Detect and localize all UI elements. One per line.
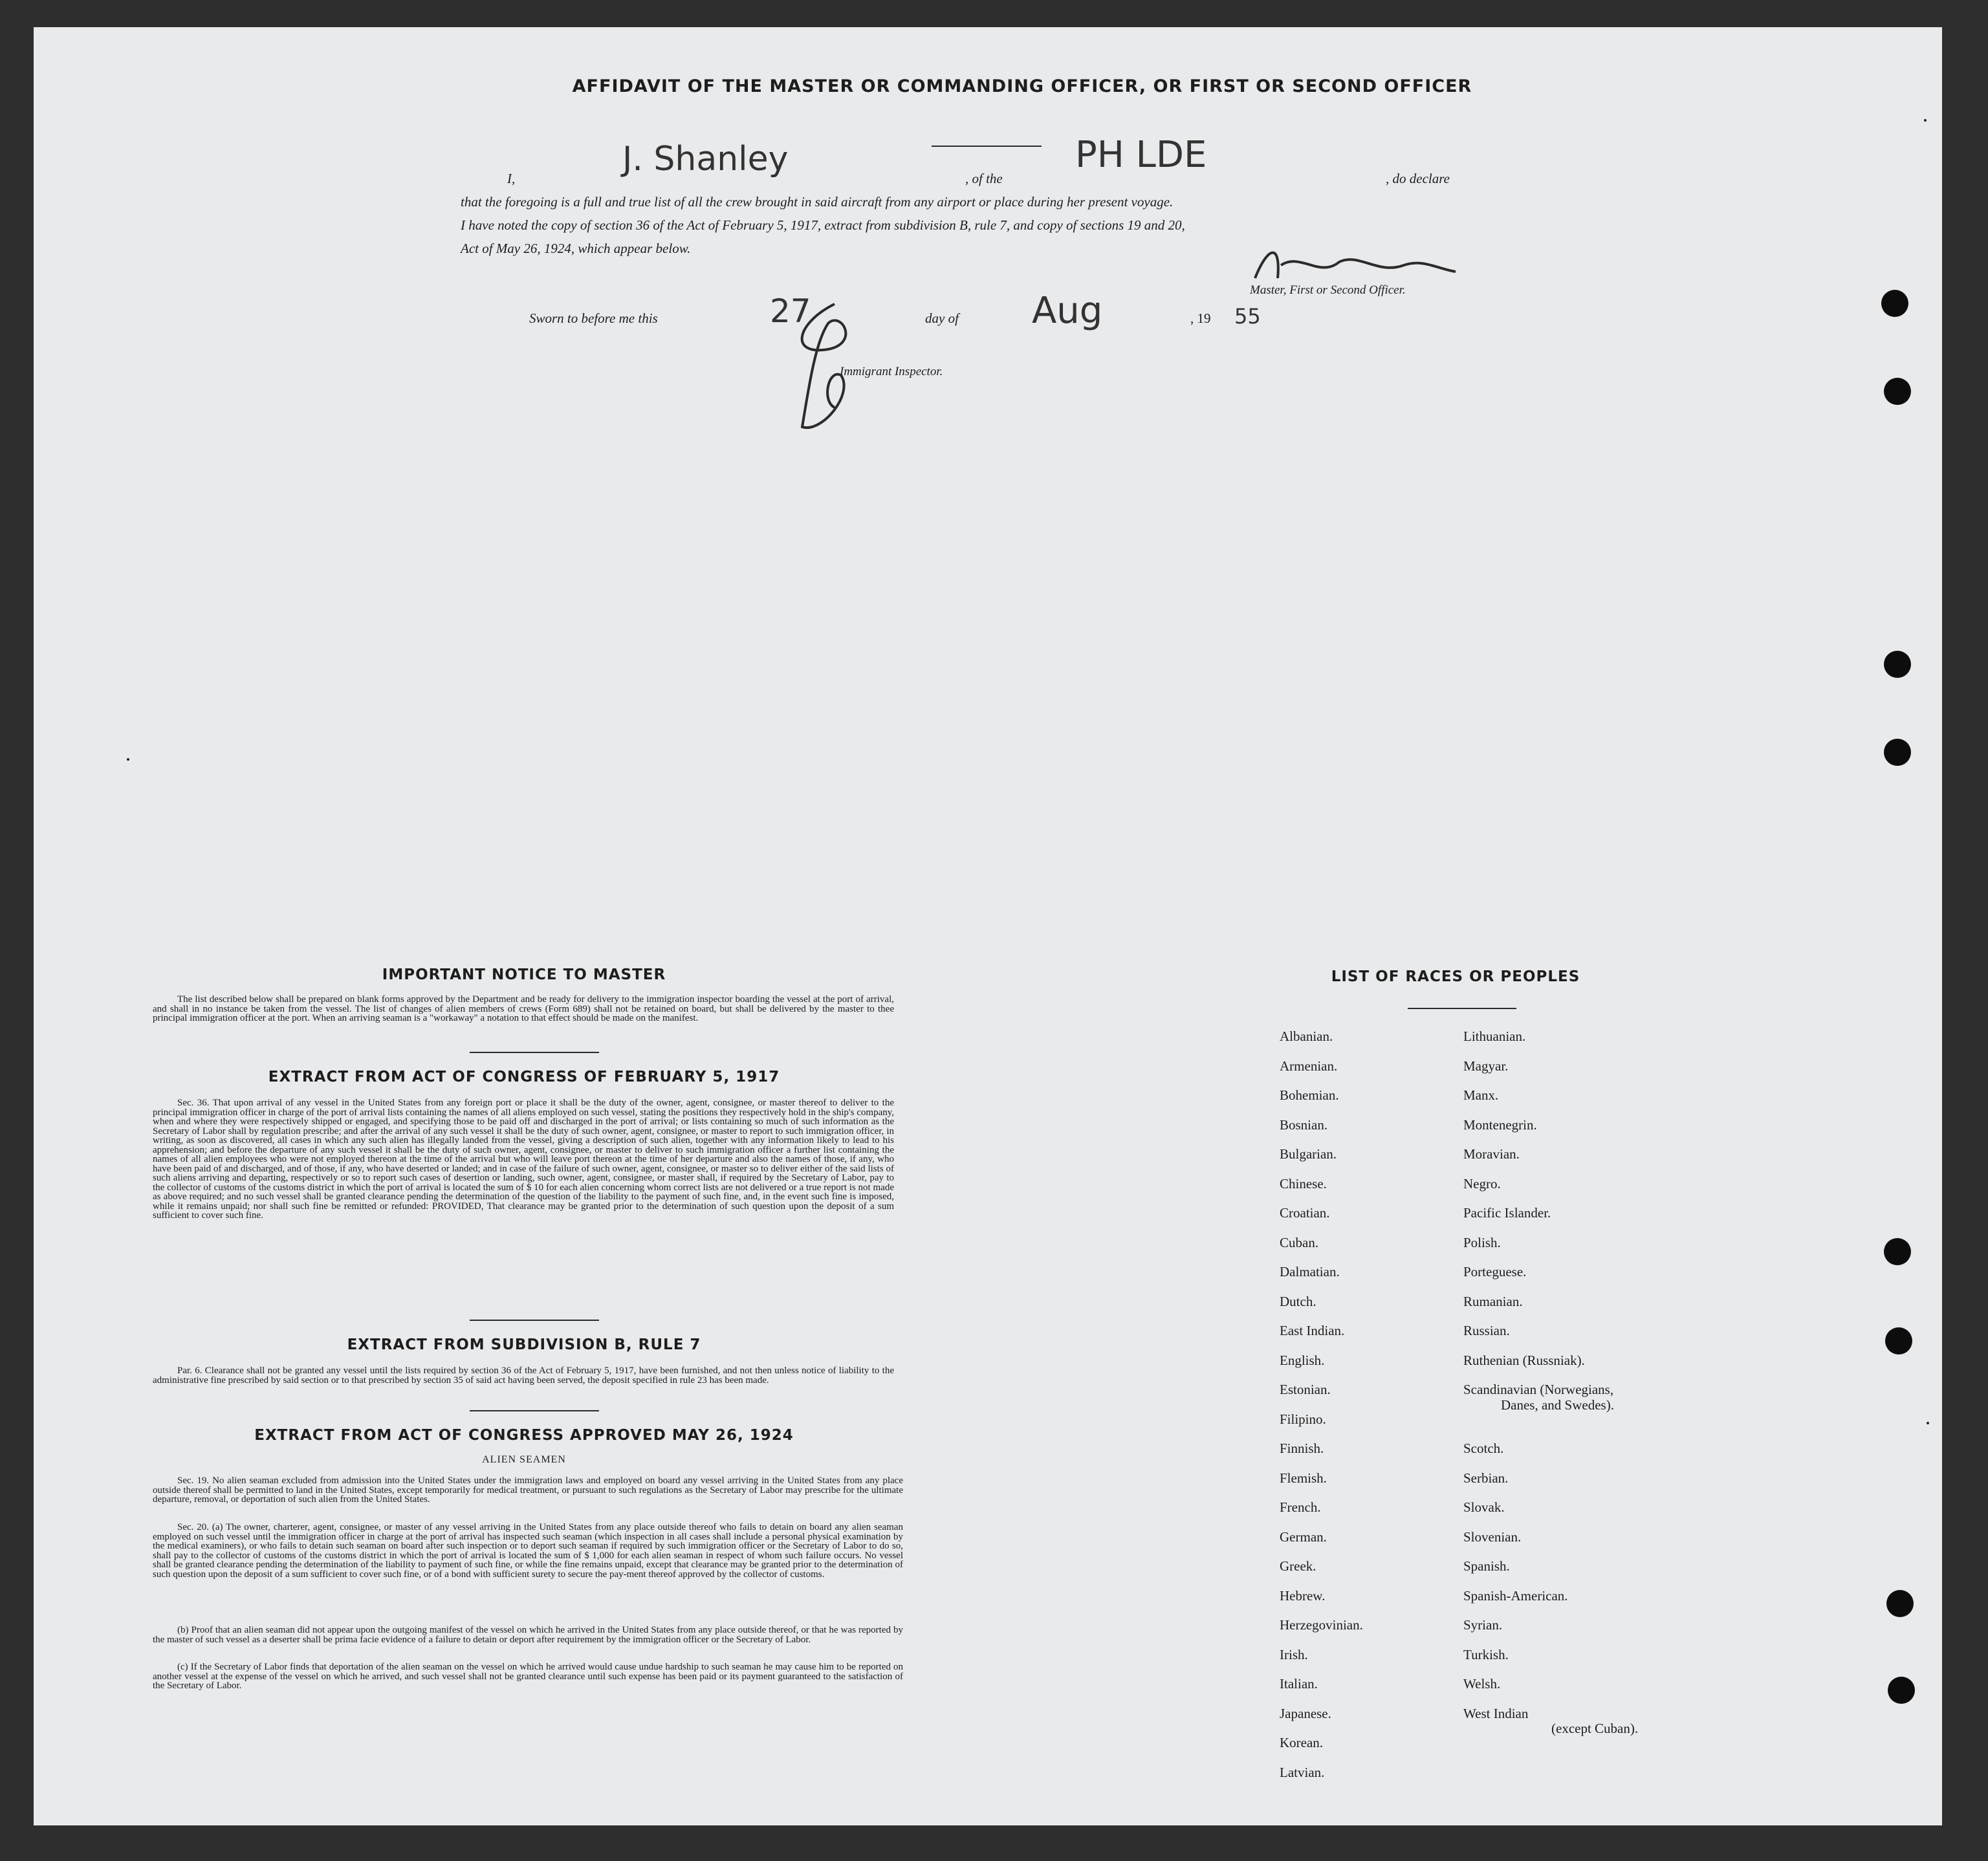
race-item: Slovak. bbox=[1463, 1499, 1505, 1515]
race-item: Scandinavian (Norwegians, bbox=[1463, 1382, 1614, 1397]
race-item: Finnish. bbox=[1280, 1441, 1324, 1456]
declaration-line-3: I have noted the copy of section 36 of the Act of February 5, 1917, extract from subdivision B, rule 7, and copy of sections 19 and 20, bbox=[461, 217, 1185, 233]
race-item: Irish. bbox=[1280, 1646, 1308, 1662]
race-item: German. bbox=[1280, 1529, 1327, 1545]
notice-title: IMPORTANT NOTICE TO MASTER bbox=[382, 966, 666, 983]
sec20a-text: Sec. 20. (a) The owner, charterer, agent, consignee, or master of any vessel arriving in the United States from any place outside thereof who fails to detain on board any alien seaman employed on such vessel until the immigration officer in charge at the port of arrival has inspected such seaman (which inspection in all cases shall include a personal physical examination by the medical examiners), or who fails to detain such seaman on board after such inspection or to deport such seaman if required by such immigration officer or the Secretary of Labor to do so, shall pay to the collector of customs of the customs district in which the port of arrival is located the sum of $ 1,000 for each alien seaman in respect of whom such failure occurs. No vessel shall be granted clearance pending the determination of the liability to payment of such fine, or while the fine remains unpaid, except that clearance may be granted prior to the determination of such question upon the deposit of a sum sufficient to cover such fine, or of a bond with sufficient surety to secure the pay-ment thereof approved by the collector of customs. bbox=[153, 1522, 903, 1580]
binder-hole bbox=[1886, 1590, 1914, 1617]
binder-hole bbox=[1884, 1238, 1911, 1265]
race-item: Herzegovinian. bbox=[1280, 1617, 1363, 1633]
binder-hole bbox=[1884, 378, 1911, 405]
inspector-signature bbox=[783, 298, 951, 440]
race-item: Spanish-American. bbox=[1463, 1587, 1568, 1604]
sec20b-text: (b) Proof that an alien seaman did not appear upon the outgoing manifest of the vessel on which he arrived in the United States from any place outside thereof, or that he was reported by the master of such vessel as a deserter shall be prima facie evidence of a failure to detain or deport after requirement by the immigration officer or the Secretary of Labor. bbox=[153, 1625, 903, 1645]
race-item: Bohemian. bbox=[1280, 1087, 1339, 1103]
race-item: Dalmatian. bbox=[1280, 1264, 1340, 1279]
race-item: Bulgarian. bbox=[1280, 1146, 1337, 1162]
extract-1924-title: EXTRACT FROM ACT OF CONGRESS APPROVED MAY 26, 1924 bbox=[254, 1427, 794, 1444]
race-item: Bosnian. bbox=[1280, 1116, 1328, 1133]
race-item: Filipino. bbox=[1280, 1411, 1326, 1427]
declaration-line-2: that the foregoing is a full and true list of all the crew brought in said aircraft from any airport or place during her present voyage. bbox=[461, 194, 1174, 210]
race-item: Chinese. bbox=[1280, 1175, 1327, 1192]
rule7-title: EXTRACT FROM SUBDIVISION B, RULE 7 bbox=[347, 1336, 701, 1353]
year-suffix-handwritten: 55 bbox=[1234, 304, 1261, 329]
races-column-2 bbox=[1463, 1028, 1735, 1753]
race-item: Croatian. bbox=[1280, 1205, 1330, 1221]
speck bbox=[1927, 1422, 1929, 1424]
binder-hole bbox=[1885, 1327, 1912, 1355]
race-item: Magyar. bbox=[1463, 1058, 1509, 1074]
binder-hole bbox=[1884, 739, 1911, 766]
race-item: Cuban. bbox=[1280, 1234, 1319, 1250]
day-of-label: day of bbox=[925, 310, 959, 326]
sworn-label: Sworn to before me this bbox=[529, 310, 658, 326]
race-item: Montenegrin. bbox=[1463, 1116, 1537, 1133]
rule7-rule bbox=[470, 1410, 599, 1411]
races-title: LIST OF RACES OR PEOPLES bbox=[1331, 968, 1580, 985]
binder-hole bbox=[1884, 651, 1911, 678]
sworn-day-handwritten: 27 bbox=[770, 292, 811, 330]
race-item: Flemish. bbox=[1280, 1470, 1327, 1486]
notice-rule bbox=[470, 1052, 599, 1053]
race-item: Syrian. bbox=[1463, 1617, 1503, 1633]
title-rule bbox=[932, 146, 1042, 147]
race-item: Pacific Islander. bbox=[1463, 1205, 1551, 1221]
binder-hole bbox=[1881, 290, 1908, 317]
race-item: Manx. bbox=[1463, 1087, 1499, 1103]
master-name-handwritten: J. Shanley bbox=[622, 140, 789, 179]
race-item: Scotch. bbox=[1463, 1441, 1504, 1456]
extract-1917-text: Sec. 36. That upon arrival of any vessel in the United States from any foreign port or place it shall be the duty of the owner, agent, consignee, or master thereof to deliver to the principal immigration officer in charge of the port of arrival lists containing the names of all aliens employed on such vessel, stating the positions they respectively hold in the ship's company, when and where they were respectively shipped or engaged, and specifying those to be paid off and discharged in the port of arrival; or lists containing so much of such information as the Secretary of Labor shall by regulation prescribe; and after the arrival of any such vessel it shall be the duty of such owner, agent, consignee, or master to report to such immigration officer, in writing, as soon as discovered, all cases in which any such alien has illegally landed from the vessel, giving a description of such alien, together with any information likely to lead to his apprehension; and before the departure of any such vessel it shall be the duty of such owner, agent, consignee, or master to deliver to such immigration officer a further list containing the names of all alien employees who were not employed thereon at the time of the arrival but who will leave port thereon at the time of her departure and also the names of those, if any, who have been paid of and discharged, and of those, if any, who have deserted or landed; and in case of the failure of such owner, agent, consignee, or master so to deliver either of the said lists of such aliens arriving and departing, respectively or so to report such cases of desertion or landing, such owner, agent, consignee, or master shall, if required by the Secretary of Labor, pay to the collector of customs of the customs district in which the port of arrival is located the sum of $ 10 for each alien concerning whom correct lists are not delivered or a true report is not made as above required; and no such vessel shall be granted clearance pending the determination of the question of the liability to the payment of such fine, and, in the event such fine is imposed, while it remains unpaid; nor shall such fine be remitted or refunded: PROVIDED, That clearance may be granted prior to the determination of such question upon the deposit of a sum sufficient to cover such fine. bbox=[153, 1098, 894, 1221]
race-item: Porteguese. bbox=[1463, 1264, 1527, 1279]
race-item: Greek. bbox=[1280, 1558, 1316, 1574]
race-item: Russian. bbox=[1463, 1323, 1510, 1338]
rule7-text: Par. 6. Clearance shall not be granted any vessel until the lists required by section 36 of the Act of February 5, 1917, have been furnished, and not then unless notice of liability to the administrative fine prescribed by said section or to that prescribed by section 35 of said act having been served, the deposit specified in rule 23 has been made. bbox=[153, 1366, 894, 1386]
race-item: Latvian. bbox=[1280, 1764, 1325, 1780]
race-item: French. bbox=[1280, 1499, 1321, 1515]
race-item: Negro. bbox=[1463, 1175, 1501, 1192]
race-item: Italian. bbox=[1280, 1676, 1318, 1692]
race-item: Spanish. bbox=[1463, 1558, 1510, 1574]
notice-text: The list described below shall be prepared on blank forms approved by the Department and be ready for delivery to the immigration inspector boarding the vessel at the port of arrival, and shall in no instance be taken from the vessel. The list of changes of alien members of crews (Form 689) shall not be retained on board, but shall be delivered by the master to thee principal immigration officer at the port. When an arriving seaman is a "workaway" a notation to that effect should be made on the manifest. bbox=[153, 994, 894, 1023]
binder-hole bbox=[1888, 1677, 1915, 1704]
race-item: Rumanian. bbox=[1463, 1293, 1523, 1309]
extract-1924-subtitle: ALIEN SEAMEN bbox=[482, 1454, 566, 1465]
race-item: Turkish. bbox=[1463, 1646, 1509, 1662]
year-prefix: , 19 bbox=[1190, 310, 1211, 326]
sec19-text: Sec. 19. No alien seaman excluded from admission into the United States under the immigration laws and employed on board any vessel arriving in the United States from any place outside thereof shall be permitted to land in the United States, except temporarily for medical treatment, or pursuant to such regulations as the Secretary of Labor may prescribe for the ultimate departure, removal, or deportation of such alien from the United States. bbox=[153, 1475, 903, 1505]
race-item: Moravian. bbox=[1463, 1146, 1520, 1162]
race-item: West Indian bbox=[1463, 1705, 1529, 1721]
speck bbox=[1924, 119, 1927, 122]
declaration-line-4: Act of May 26, 1924, which appear below. bbox=[461, 241, 691, 256]
race-item: Ruthenian (Russniak). bbox=[1463, 1352, 1585, 1368]
aircraft-handwritten: PH LDE bbox=[1075, 134, 1207, 176]
race-item: Japanese. bbox=[1280, 1705, 1331, 1721]
races-rule bbox=[1408, 1008, 1516, 1009]
race-item: Korean. bbox=[1280, 1735, 1324, 1750]
inspector-caption: Immigrant Inspector. bbox=[840, 365, 943, 378]
race-item: Hebrew. bbox=[1280, 1587, 1326, 1604]
race-item: Lithuanian. bbox=[1463, 1028, 1526, 1044]
race-item: English. bbox=[1280, 1352, 1325, 1368]
race-item: Estonian. bbox=[1280, 1382, 1331, 1397]
races-west-indian-continuation: (except Cuban). bbox=[1551, 1721, 1639, 1736]
sworn-month-handwritten: Aug bbox=[1032, 290, 1103, 332]
race-item: Dutch. bbox=[1280, 1293, 1316, 1309]
extract-1917-rule bbox=[470, 1320, 599, 1321]
race-item: Armenian. bbox=[1280, 1058, 1338, 1074]
race-item: Slovenian. bbox=[1463, 1529, 1522, 1545]
races-column-1 bbox=[1280, 1028, 1474, 1798]
race-item: East Indian. bbox=[1280, 1323, 1345, 1338]
signature-caption: Master, First or Second Officer. bbox=[1250, 283, 1406, 297]
race-item: Albanian. bbox=[1280, 1028, 1333, 1044]
races-scandinavian-continuation: Danes, and Swedes). bbox=[1501, 1397, 1614, 1413]
sec20c-text: (c) If the Secretary of Labor finds that deportation of the alien seaman on the vessel on which he arrived would cause undue hardship to such seaman he may cause him to be reported on another vessel at the expense of the vessel on which he arrived, and such vessel shall not be granted clearance until such expense has been paid or its payment guaranteed to the satisfaction of the Secretary of Labor. bbox=[153, 1662, 903, 1691]
extract-1917-title: EXTRACT FROM ACT OF CONGRESS OF FEBRUARY 5, 1917 bbox=[268, 1069, 780, 1085]
affidavit-title: AFFIDAVIT OF THE MASTER OR COMMANDING OFFICER, OR FIRST OR SECOND OFFICER bbox=[572, 76, 1472, 96]
race-item: Polish. bbox=[1463, 1234, 1501, 1250]
speck bbox=[127, 758, 129, 761]
race-item: Welsh. bbox=[1463, 1676, 1501, 1692]
race-item: Serbian. bbox=[1463, 1470, 1509, 1486]
